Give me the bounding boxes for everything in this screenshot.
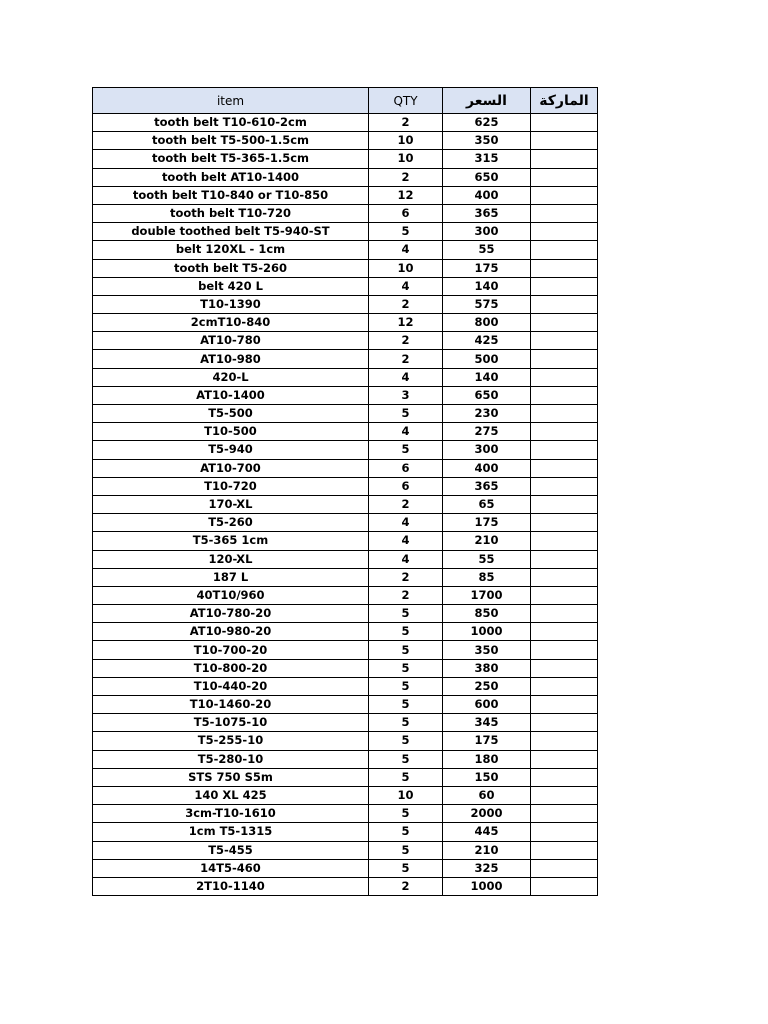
cell-brand [531, 168, 598, 186]
cell-brand [531, 786, 598, 804]
table-row [93, 659, 598, 677]
cell-price: 210 [443, 532, 531, 550]
cell-brand [531, 514, 598, 532]
cell-qty: 2 [369, 295, 443, 313]
cell-qty: 5 [369, 223, 443, 241]
cell-qty: 4 [369, 241, 443, 259]
cell-item: T10-720 [93, 477, 369, 495]
cell-item: AT10-780 [93, 332, 369, 350]
cell-brand [531, 114, 598, 132]
cell-item: T5-455 [93, 841, 369, 859]
table-row [93, 514, 598, 532]
cell-qty: 10 [369, 786, 443, 804]
cell-item: tooth belt T5-260 [93, 259, 369, 277]
cell-item: AT10-980 [93, 350, 369, 368]
cell-item: double toothed belt T5-940-ST [93, 223, 369, 241]
cell-brand [531, 677, 598, 695]
cell-qty: 2 [369, 586, 443, 604]
table-row [93, 605, 598, 623]
cell-qty: 12 [369, 314, 443, 332]
cell-brand [531, 641, 598, 659]
cell-item: AT10-700 [93, 459, 369, 477]
cell-brand [531, 823, 598, 841]
cell-qty: 10 [369, 150, 443, 168]
cell-price: 210 [443, 841, 531, 859]
cell-price: 425 [443, 332, 531, 350]
cell-qty: 5 [369, 405, 443, 423]
cell-qty: 4 [369, 514, 443, 532]
cell-item: 40T10/960 [93, 586, 369, 604]
table-row [93, 732, 598, 750]
cell-item: T5-940 [93, 441, 369, 459]
cell-item: tooth belt T5-365-1.5cm [93, 150, 369, 168]
cell-qty: 12 [369, 186, 443, 204]
cell-qty: 2 [369, 495, 443, 513]
cell-item: belt 420 L [93, 277, 369, 295]
cell-brand [531, 877, 598, 895]
cell-qty: 10 [369, 132, 443, 150]
cell-qty: 5 [369, 841, 443, 859]
cell-price: 250 [443, 677, 531, 695]
cell-item: T5-365 1cm [93, 532, 369, 550]
cell-brand [531, 750, 598, 768]
cell-brand [531, 186, 598, 204]
cell-price: 1700 [443, 586, 531, 604]
cell-item: 3cm-T10-1610 [93, 805, 369, 823]
cell-brand [531, 586, 598, 604]
cell-price: 55 [443, 241, 531, 259]
cell-brand [531, 259, 598, 277]
header-qty: QTY [369, 88, 443, 114]
cell-price: 380 [443, 659, 531, 677]
cell-price: 325 [443, 859, 531, 877]
cell-qty: 5 [369, 659, 443, 677]
cell-price: 1000 [443, 623, 531, 641]
cell-qty: 4 [369, 532, 443, 550]
cell-item: T10-440-20 [93, 677, 369, 695]
cell-qty: 5 [369, 768, 443, 786]
table-row [93, 477, 598, 495]
cell-price: 230 [443, 405, 531, 423]
cell-brand [531, 277, 598, 295]
table-row [93, 641, 598, 659]
table-row [93, 823, 598, 841]
header-brand: الماركة [531, 88, 598, 114]
table-row [93, 259, 598, 277]
cell-item: STS 750 S5m [93, 768, 369, 786]
cell-item: tooth belt AT10-1400 [93, 168, 369, 186]
cell-qty: 5 [369, 859, 443, 877]
table-row [93, 623, 598, 641]
cell-price: 350 [443, 132, 531, 150]
header-row [93, 88, 598, 114]
cell-item: tooth belt T10-840 or T10-850 [93, 186, 369, 204]
cell-qty: 4 [369, 550, 443, 568]
cell-item: 170-XL [93, 495, 369, 513]
cell-brand [531, 550, 598, 568]
cell-brand [531, 768, 598, 786]
cell-brand [531, 659, 598, 677]
table-row [93, 186, 598, 204]
cell-item: T10-500 [93, 423, 369, 441]
cell-price: 400 [443, 459, 531, 477]
table-row [93, 114, 598, 132]
cell-brand [531, 732, 598, 750]
cell-brand [531, 295, 598, 313]
table-row [93, 223, 598, 241]
table-row [93, 132, 598, 150]
cell-qty: 5 [369, 805, 443, 823]
cell-brand [531, 805, 598, 823]
cell-price: 345 [443, 714, 531, 732]
table-row [93, 877, 598, 895]
cell-price: 650 [443, 168, 531, 186]
cell-price: 65 [443, 495, 531, 513]
cell-price: 350 [443, 641, 531, 659]
cell-price: 445 [443, 823, 531, 841]
cell-item: tooth belt T10-610-2cm [93, 114, 369, 132]
cell-qty: 4 [369, 277, 443, 295]
cell-brand [531, 568, 598, 586]
table-row [93, 332, 598, 350]
cell-item: AT10-980-20 [93, 623, 369, 641]
cell-item: T5-260 [93, 514, 369, 532]
cell-item: belt 120XL - 1cm [93, 241, 369, 259]
cell-qty: 2 [369, 877, 443, 895]
cell-qty: 4 [369, 368, 443, 386]
cell-brand [531, 477, 598, 495]
table-row [93, 714, 598, 732]
cell-price: 140 [443, 277, 531, 295]
cell-qty: 5 [369, 750, 443, 768]
table-row [93, 368, 598, 386]
cell-price: 175 [443, 514, 531, 532]
price-list-table [92, 87, 598, 896]
cell-price: 850 [443, 605, 531, 623]
cell-item: T5-1075-10 [93, 714, 369, 732]
table-row [93, 677, 598, 695]
cell-price: 300 [443, 441, 531, 459]
cell-qty: 5 [369, 714, 443, 732]
table-row [93, 405, 598, 423]
table-row [93, 859, 598, 877]
cell-price: 175 [443, 259, 531, 277]
table-row [93, 586, 598, 604]
price-list-sheet [92, 87, 598, 896]
cell-item: tooth belt T10-720 [93, 204, 369, 222]
cell-item: AT10-780-20 [93, 605, 369, 623]
cell-qty: 6 [369, 459, 443, 477]
cell-item: 420-L [93, 368, 369, 386]
cell-brand [531, 696, 598, 714]
cell-price: 275 [443, 423, 531, 441]
cell-item: 14T5-460 [93, 859, 369, 877]
cell-brand [531, 350, 598, 368]
cell-price: 150 [443, 768, 531, 786]
cell-brand [531, 150, 598, 168]
table-row [93, 204, 598, 222]
cell-price: 625 [443, 114, 531, 132]
cell-qty: 2 [369, 568, 443, 586]
table-row [93, 568, 598, 586]
table-row [93, 423, 598, 441]
cell-item: T10-700-20 [93, 641, 369, 659]
cell-qty: 5 [369, 605, 443, 623]
table-row [93, 241, 598, 259]
cell-brand [531, 714, 598, 732]
table-row [93, 550, 598, 568]
cell-brand [531, 386, 598, 404]
cell-price: 55 [443, 550, 531, 568]
cell-qty: 2 [369, 114, 443, 132]
table-row [93, 768, 598, 786]
cell-brand [531, 223, 598, 241]
cell-item: tooth belt T5-500-1.5cm [93, 132, 369, 150]
cell-price: 140 [443, 368, 531, 386]
table-row [93, 786, 598, 804]
cell-brand [531, 241, 598, 259]
cell-qty: 4 [369, 423, 443, 441]
cell-brand [531, 605, 598, 623]
cell-qty: 5 [369, 732, 443, 750]
cell-qty: 5 [369, 677, 443, 695]
cell-price: 85 [443, 568, 531, 586]
table-row [93, 277, 598, 295]
cell-price: 180 [443, 750, 531, 768]
cell-qty: 2 [369, 350, 443, 368]
header-price: السعر [443, 88, 531, 114]
cell-item: 187 L [93, 568, 369, 586]
cell-item: 140 XL 425 [93, 786, 369, 804]
cell-brand [531, 459, 598, 477]
cell-brand [531, 204, 598, 222]
cell-item: 2T10-1140 [93, 877, 369, 895]
cell-price: 400 [443, 186, 531, 204]
cell-brand [531, 495, 598, 513]
cell-brand [531, 368, 598, 386]
table-row [93, 459, 598, 477]
cell-brand [531, 405, 598, 423]
table-row [93, 314, 598, 332]
cell-price: 365 [443, 477, 531, 495]
cell-item: 2cmT10-840 [93, 314, 369, 332]
cell-price: 575 [443, 295, 531, 313]
cell-qty: 6 [369, 477, 443, 495]
cell-qty: 5 [369, 441, 443, 459]
cell-qty: 6 [369, 204, 443, 222]
cell-brand [531, 623, 598, 641]
cell-item: 120-XL [93, 550, 369, 568]
cell-brand [531, 332, 598, 350]
cell-item: 1cm T5-1315 [93, 823, 369, 841]
cell-qty: 2 [369, 168, 443, 186]
cell-item: T5-500 [93, 405, 369, 423]
table-row [93, 750, 598, 768]
cell-item: T10-800-20 [93, 659, 369, 677]
table-row [93, 441, 598, 459]
cell-qty: 10 [369, 259, 443, 277]
cell-brand [531, 859, 598, 877]
cell-brand [531, 441, 598, 459]
cell-item: T10-1460-20 [93, 696, 369, 714]
cell-price: 300 [443, 223, 531, 241]
table-row [93, 696, 598, 714]
table-row [93, 168, 598, 186]
cell-qty: 2 [369, 332, 443, 350]
table-header [93, 88, 598, 114]
cell-item: T5-255-10 [93, 732, 369, 750]
cell-price: 315 [443, 150, 531, 168]
table-body [93, 114, 598, 896]
cell-qty: 5 [369, 623, 443, 641]
table-row [93, 350, 598, 368]
cell-brand [531, 841, 598, 859]
table-row [93, 295, 598, 313]
cell-price: 1000 [443, 877, 531, 895]
cell-qty: 5 [369, 641, 443, 659]
cell-brand [531, 423, 598, 441]
table-row [93, 495, 598, 513]
table-row [93, 532, 598, 550]
cell-item: T5-280-10 [93, 750, 369, 768]
cell-price: 2000 [443, 805, 531, 823]
cell-brand [531, 132, 598, 150]
table-row [93, 150, 598, 168]
cell-qty: 5 [369, 696, 443, 714]
table-row [93, 805, 598, 823]
cell-qty: 3 [369, 386, 443, 404]
cell-brand [531, 532, 598, 550]
cell-price: 800 [443, 314, 531, 332]
cell-price: 175 [443, 732, 531, 750]
table-row [93, 386, 598, 404]
cell-brand [531, 314, 598, 332]
cell-qty: 5 [369, 823, 443, 841]
cell-item: T10-1390 [93, 295, 369, 313]
table-row [93, 841, 598, 859]
cell-item: AT10-1400 [93, 386, 369, 404]
cell-price: 650 [443, 386, 531, 404]
cell-price: 60 [443, 786, 531, 804]
cell-price: 365 [443, 204, 531, 222]
cell-price: 600 [443, 696, 531, 714]
cell-price: 500 [443, 350, 531, 368]
header-item: item [93, 88, 369, 114]
